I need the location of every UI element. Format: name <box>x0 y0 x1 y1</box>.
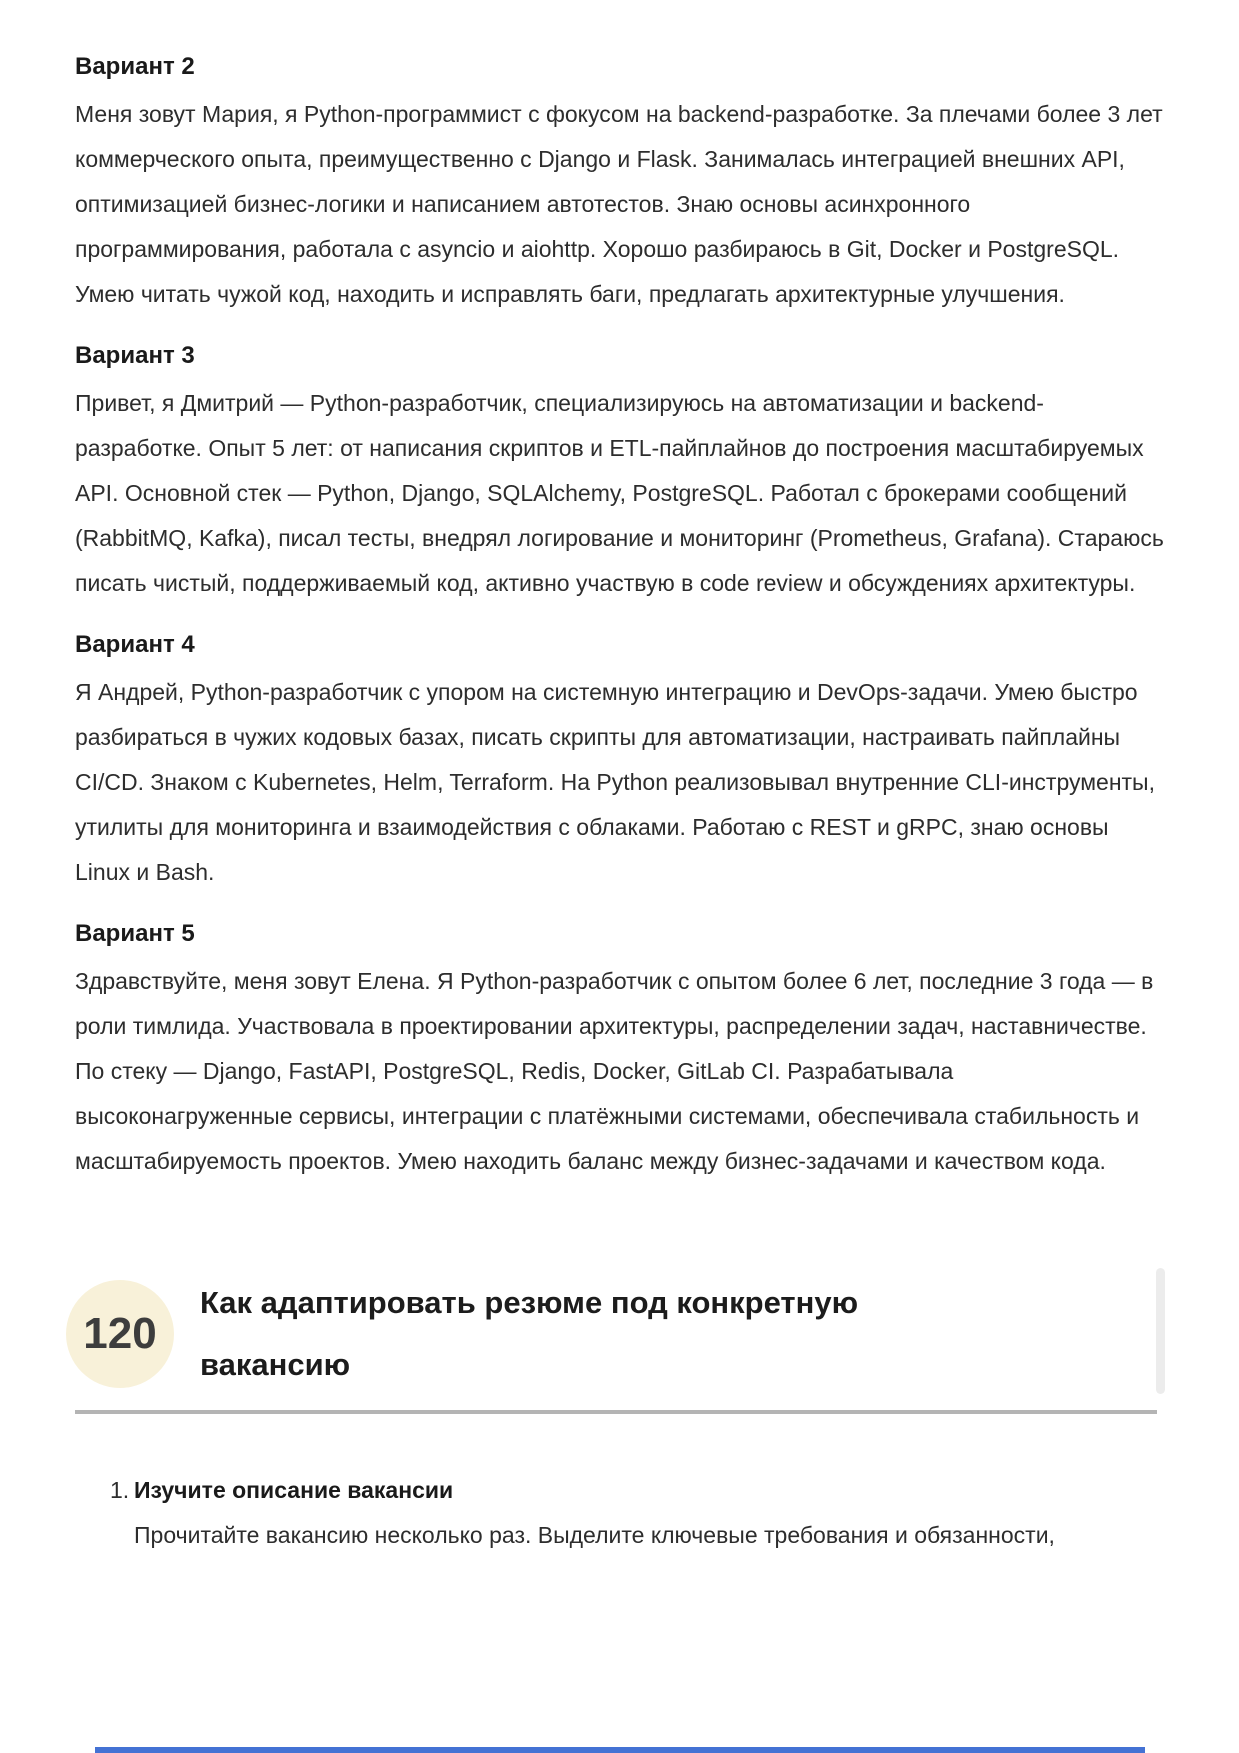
chapter-title-line1: Как адаптировать резюме под конкретную <box>200 1285 859 1320</box>
step-body <box>134 1468 1055 1558</box>
variant-text: Меня зовут Мария, я Python-программист с фокусом на backend-разработке. За плечами более 3 лет коммерческого опыта, преимущественно с Django и Flask. Занималась интеграцией внешних API, оптимизацией бизнес-логики и написанием автотестов. Знаю основы асинхронного программирования, работала с asyncio и aiohttp. Хорошо разбираюсь в Git, Docker и PostgreSQL. Умею читать чужой код, находить и исправлять баги, предлагать архитектурные улучшения. <box>75 101 1163 307</box>
section-divider <box>75 1410 1157 1414</box>
chapter-header <box>75 1272 1165 1396</box>
list-item <box>110 1468 1165 1558</box>
variant-text: Привет, я Дмитрий — Python-разработчик, специализируюсь на автоматизации и backend-разработке. Опыт 5 лет: от написания скриптов и ETL-пайплайнов до построения масштабируемых API. Основной стек — Python, Django, SQLAlchemy, PostgreSQL. Работал с брокерами сообщений (RabbitMQ, Kafka), писал тесты, внедрял логирование и мониторинг (Prometheus, Grafana). Стараюсь писать чистый, поддерживаемый код, активно участвую в code review и обсуждениях архитектуры. <box>75 390 1164 596</box>
scrollbar-sliver <box>1156 1268 1165 1394</box>
step-title: Изучите описание вакансии <box>134 1477 454 1503</box>
variant-heading: Вариант 3 <box>75 342 195 369</box>
chapter-title-line2: вакансию <box>200 1347 351 1382</box>
variant-heading: Вариант 5 <box>75 920 195 947</box>
resume-variant-5 <box>75 919 1165 1184</box>
chapter-number: 120 <box>83 1309 157 1358</box>
chapter-number-badge <box>66 1280 174 1388</box>
resume-variant-2 <box>75 52 1165 317</box>
variant-text: Я Андрей, Python-разработчик с упором на системную интеграцию и DevOps-задачи. Умею быстро разбираться в чужих кодовых базах, писать скрипты для автоматизации, настраивать пайплайны CI/CD. Знаком с Kubernetes, Helm, Terraform. На Python реализовывал внутренние CLI-инструменты, утилиты для мониторинга и взаимодействия с облаками. Работаю с REST и gRPC, знаю основы Linux и Bash. <box>75 679 1155 885</box>
resume-variant-3 <box>75 341 1165 606</box>
variant-heading: Вариант 2 <box>75 53 195 80</box>
step-text: Прочитайте вакансию несколько раз. Выделите ключевые требования и обязанности, <box>134 1522 1055 1548</box>
steps-list <box>75 1468 1165 1558</box>
chapter-title <box>200 1272 858 1396</box>
next-block-accent-bar <box>95 1747 1145 1753</box>
resume-variant-4 <box>75 630 1165 895</box>
variant-heading: Вариант 4 <box>75 631 195 658</box>
step-number: 1. <box>110 1477 130 1503</box>
variant-text: Здравствуйте, меня зовут Елена. Я Python-разработчик с опытом более 6 лет, последние 3 года — в роли тимлида. Участвовала в проектировании архитектуры, распределении задач, наставничестве. По стеку — Django, FastAPI, PostgreSQL, Redis, Docker, GitLab CI. Разрабатывала высоконагруженные сервисы, интеграции с платёжными системами, обеспечивала стабильность и масштабируемость проектов. Умею находить баланс между бизнес-задачами и качеством кода. <box>75 968 1154 1174</box>
